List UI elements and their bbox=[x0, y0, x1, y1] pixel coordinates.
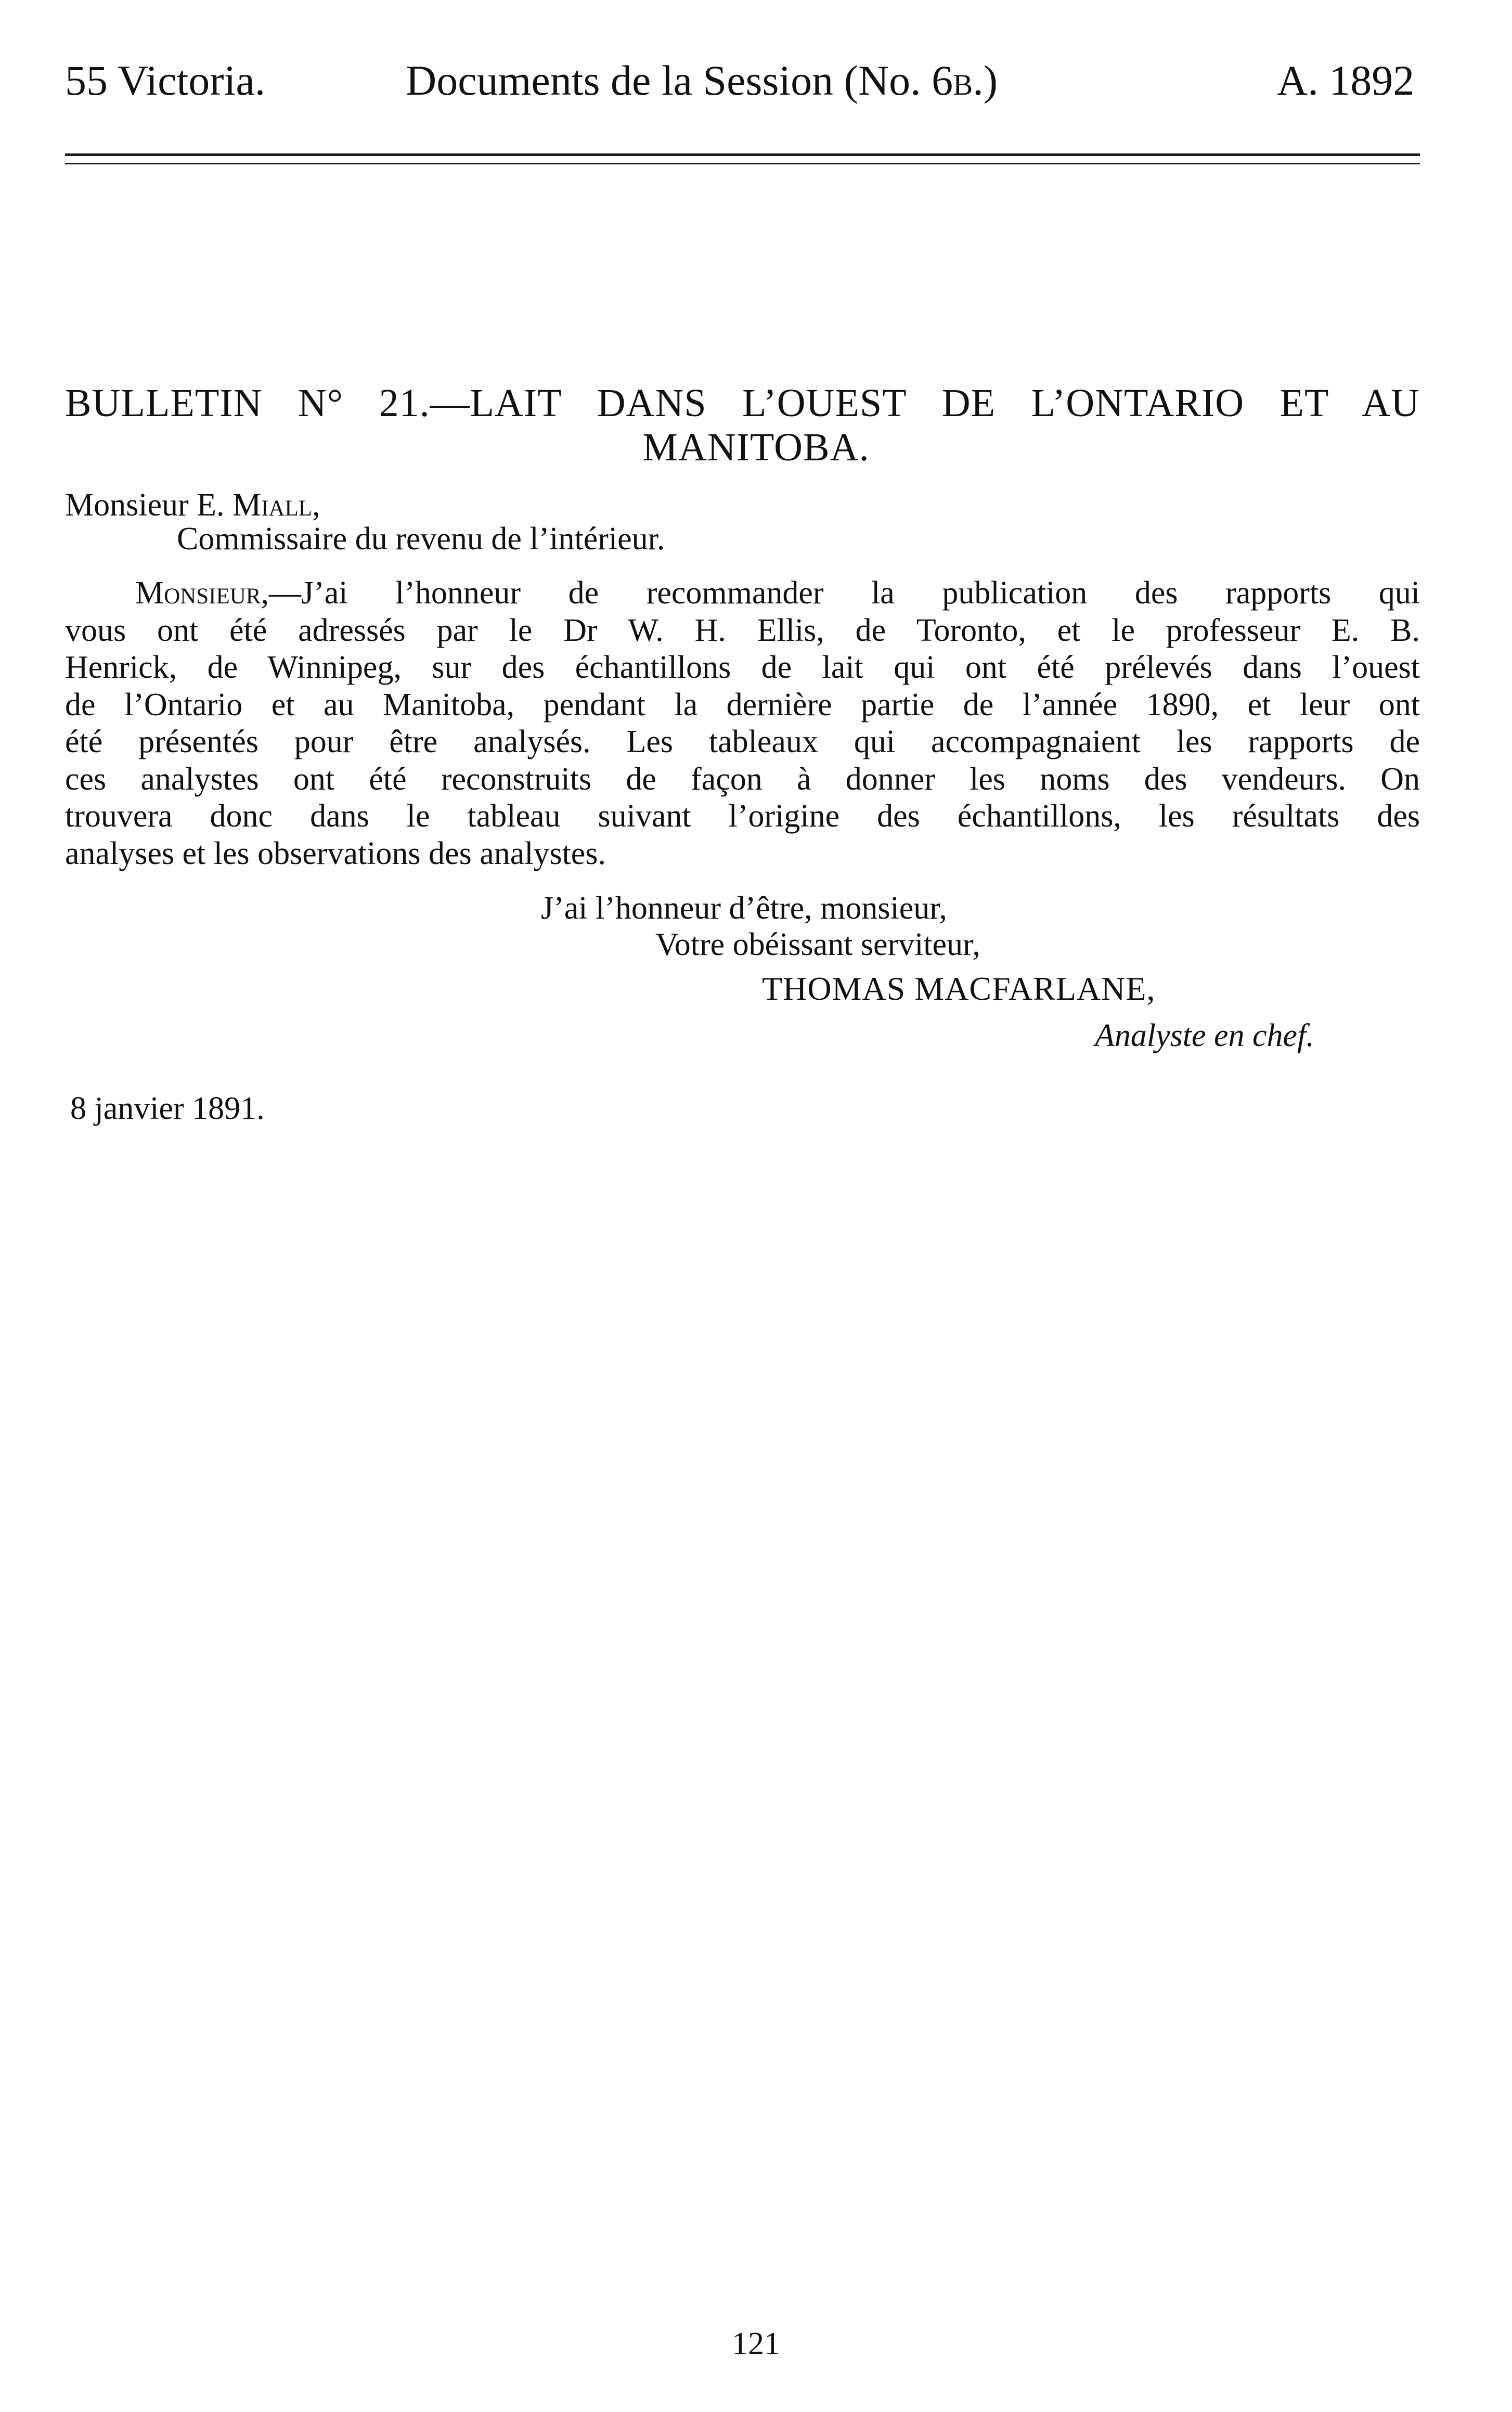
letter-line-4: de l’Ontario et au Manitoba, pendant la dernière partie de l’année 1890, et leur ont bbox=[65, 687, 1420, 723]
header-left: 55 Victoria. bbox=[65, 57, 266, 104]
recipient-line bbox=[65, 486, 320, 524]
bulletin-title-line1: BULLETIN N° 21.—LAIT DANS L’OUEST DE L’ONTARIO ET AU bbox=[65, 381, 1420, 425]
header-center-main: Documents de la Session (No. 6 bbox=[406, 57, 953, 104]
salutation: Monsieur bbox=[135, 575, 261, 611]
closing-line-1: J’ai l’honneur d’être, monsieur, bbox=[541, 891, 947, 926]
letter-body bbox=[65, 575, 1420, 872]
letter-line-8: analyses et les observations des analystes. bbox=[65, 835, 606, 871]
header-rule-top bbox=[65, 153, 1420, 156]
header-center-smallcaps: b bbox=[953, 57, 973, 104]
header-center bbox=[406, 55, 998, 107]
header-center-end: .) bbox=[973, 57, 998, 104]
closing-line-2: Votre obéissant serviteur, bbox=[655, 927, 980, 962]
letter-line-7: trouvera donc dans le tableau suivant l’origine des échantillons, les résultats des bbox=[65, 798, 1420, 834]
letter-line-6: ces analystes ont été reconstruits de façon à donner les noms des vendeurs. On bbox=[65, 761, 1420, 797]
bulletin-title-line2: MANITOBA. bbox=[642, 425, 870, 469]
recipient-name: Miall bbox=[232, 487, 313, 523]
page-number: 121 bbox=[732, 2326, 780, 2362]
recipient-title: Commissaire du revenu de l’intérieur. bbox=[177, 521, 665, 557]
header-rule-bottom bbox=[65, 163, 1420, 164]
letter-date: 8 janvier 1891. bbox=[70, 1091, 265, 1126]
signature-role: Analyste en chef. bbox=[1095, 1018, 1314, 1053]
letter-line-5: été présentés pour être analysés. Les tableaux qui accompagnaient les rapports de bbox=[65, 724, 1420, 759]
letter-line-1-text: ,—J’ai l’honneur de recommander la publication des rapports qui bbox=[261, 575, 1420, 611]
letter-line-2: vous ont été adressés par le Dr W. H. Ellis, de Toronto, et le professeur E. B. bbox=[65, 612, 1420, 648]
letter-line-3: Henrick, de Winnipeg, sur des échantillons de lait qui ont été prélevés dans l’ouest bbox=[65, 650, 1420, 685]
recipient-suffix: , bbox=[312, 487, 320, 523]
header-right: A. 1892 bbox=[1277, 57, 1415, 104]
recipient-prefix: Monsieur E. bbox=[65, 487, 233, 523]
signature: THOMAS MACFARLANE, bbox=[762, 970, 1156, 1007]
letter-line-1 bbox=[65, 575, 1420, 612]
